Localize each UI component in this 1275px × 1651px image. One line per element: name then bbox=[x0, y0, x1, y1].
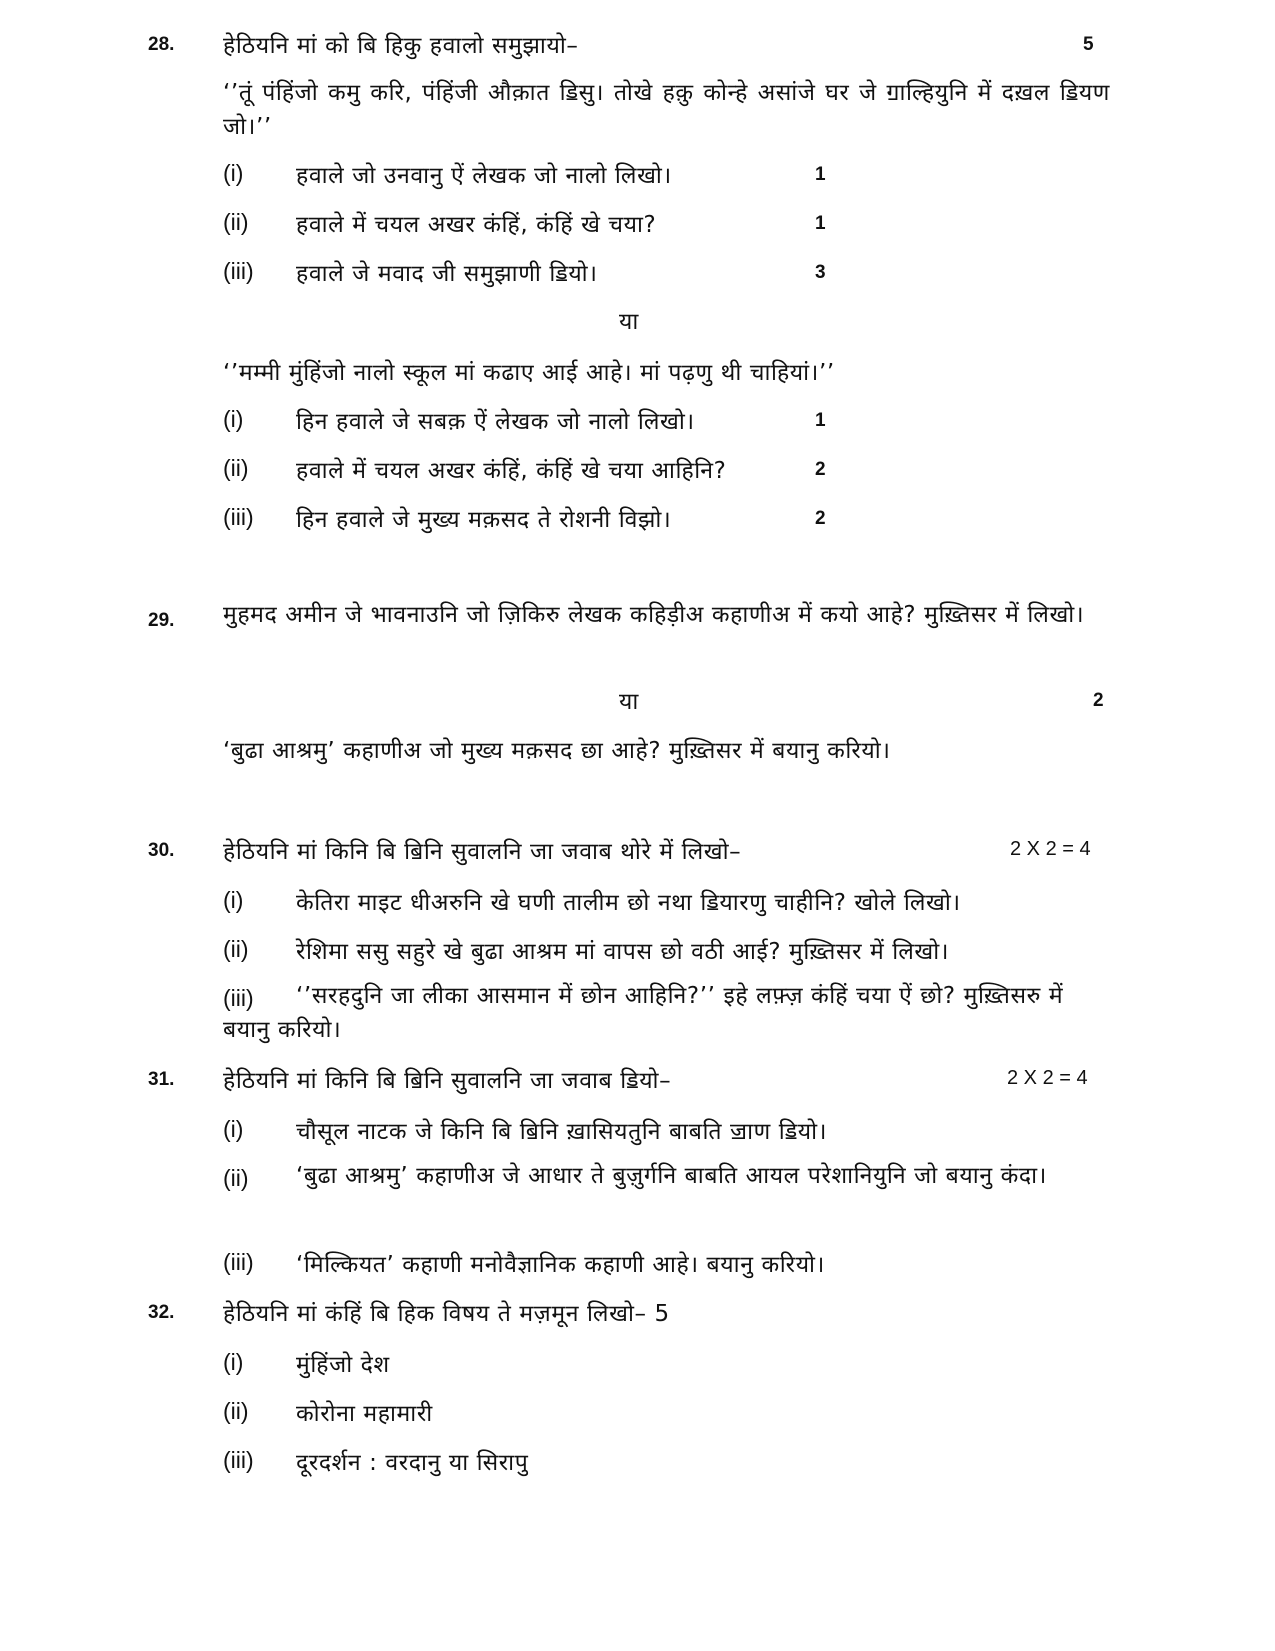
q29-alt: ‘बुढा आश्रमु’ कहाणीअ जो मुख्य मक़सद छा आहे? मुख़्तिसर में बयानु करियो। bbox=[223, 738, 891, 764]
q32-part2-label: (ii) bbox=[223, 1398, 249, 1424]
q31-part2-text: ‘बुढा आश्रमु’ कहाणीअ जे आधार ते बुज़ुर्गनि बाबति आयल परेशानियुनि जो बयानु कंदा। bbox=[296, 1163, 1047, 1189]
q28b-part1-label: (i) bbox=[223, 406, 244, 432]
q31-part1-label: (i) bbox=[223, 1116, 244, 1142]
q28a-part2-label: (ii) bbox=[223, 209, 249, 235]
q31-question: हेठियनि मां किनि बि ॿिनि सुवालनि जा जवाब ॾियो– bbox=[223, 1068, 672, 1094]
q30-part3-label: (iii) bbox=[223, 985, 254, 1011]
q29-marks: 2 bbox=[1093, 690, 1104, 711]
q28-quote-a: ‘’तूं पंहिंजो कमु करि, पंहिंजी औक़ात ॾिसु। तोखे हक़ु कोन्हे असांजे घर जे ॻाल्हियुनि में दख़ल ॾियण जो।’’ bbox=[223, 80, 1110, 140]
q28-number: 28. bbox=[148, 34, 175, 55]
q28b-part3-label: (iii) bbox=[223, 504, 254, 530]
q28a-part3-text: हवाले जे मवाद जी समुझाणी ॾियो। bbox=[296, 261, 598, 287]
q28b-part1-text: हिन हवाले जे सबक़ ऐं लेखक जो नालो लिखो। bbox=[296, 409, 695, 435]
q31-part1-text: चौसूल नाटक जे किनि बि ॿिनि ख़ासियतुनि बाबति ॼाण ॾियो। bbox=[296, 1119, 828, 1145]
q30-marks: 2 X 2 = 4 bbox=[1010, 838, 1091, 860]
q28a-part1-text: हवाले जो उनवानु ऐं लेखक जो नालो लिखो। bbox=[296, 163, 672, 189]
q31-part3-text: ‘मिल्कियत’ कहाणी मनोवैज्ञानिक कहाणी आहे। बयानु करियो। bbox=[296, 1252, 825, 1278]
q29-question: मुहमद अमीन जे भावनाउनि जो ज़िकिरु लेखक कहिड़ीअ कहाणीअ में कयो आहे? मुख़्तिसर में लिखो। bbox=[223, 602, 1085, 628]
q30-number: 30. bbox=[148, 840, 175, 861]
q32-question: हेठियनि मां कंहिं बि हिक विषय ते मज़मून लिखो– 5 bbox=[223, 1301, 670, 1327]
q32-part3-text: दूरदर्शन : वरदानु या सिरापु bbox=[296, 1450, 529, 1476]
q28b-part3-text: हिन हवाले जे मुख्य मक़सद ते रोशनी विझो। bbox=[296, 507, 672, 533]
q28b-part1-marks: 1 bbox=[815, 410, 826, 431]
q30-part1-label: (i) bbox=[223, 887, 244, 913]
q28a-part3-marks: 3 bbox=[815, 262, 826, 283]
q31-marks: 2 X 2 = 4 bbox=[1007, 1067, 1088, 1089]
q28-marks: 5 bbox=[1083, 34, 1094, 55]
q30-question: हेठियनि मां किनि बि ॿिनि सुवालनि जा जवाब थोरे में लिखो– bbox=[223, 839, 742, 865]
q30-part1-text: केतिरा माइट धीअरुनि खे घणी तालीम छो नथा ॾियारणु चाहीनि? खोले लिखो। bbox=[296, 890, 961, 916]
q32-part1-text: मुंहिंजो देश bbox=[296, 1352, 390, 1378]
q30-part2-label: (ii) bbox=[223, 936, 249, 962]
q32-part2-text: कोरोना महामारी bbox=[296, 1401, 433, 1427]
q28b-part2-marks: 2 bbox=[815, 459, 826, 480]
q28a-part2-marks: 1 bbox=[815, 213, 826, 234]
q28-or: या bbox=[619, 309, 639, 335]
q32-number: 32. bbox=[148, 1302, 175, 1323]
q28a-part1-label: (i) bbox=[223, 160, 244, 186]
q32-part1-label: (i) bbox=[223, 1349, 244, 1375]
q28b-part3-marks: 2 bbox=[815, 508, 826, 529]
q28b-part2-text: हवाले में चयल अखर कंहिं, कंहिं खे चया आहिनि? bbox=[296, 458, 727, 484]
q30-part3-text: ‘’सरहदुनि जा लीका आसमान में छोन आहिनि?’’ इहे लफ़्ज़ कंहिं चया ऐं छो? मुख़्तिसरु में बयानु करियो। bbox=[223, 983, 1064, 1043]
q28-question: हेठियनि मां को बि हिकु हवालो समुझायो– bbox=[223, 33, 579, 59]
q28a-part2-text: हवाले में चयल अखर कंहिं, कंहिं खे चया? bbox=[296, 212, 657, 238]
q31-part3-label: (iii) bbox=[223, 1249, 254, 1275]
q29-number: 29. bbox=[148, 610, 175, 631]
q28a-part3-label: (iii) bbox=[223, 258, 254, 284]
q29-or: या bbox=[619, 689, 639, 715]
q32-part3-label: (iii) bbox=[223, 1447, 254, 1473]
q30-part2-text: रेशिमा ससु सहुरे खे बुढा आश्रम मां वापस छो वठी आई? मुख़्तिसर में लिखो। bbox=[296, 939, 950, 965]
q28b-part2-label: (ii) bbox=[223, 455, 249, 481]
q28-quote-b: ‘’मम्मी मुंहिंजो नालो स्कूल मां कढाए आई आहे। मां पढ़णु थी चाहियां।’’ bbox=[223, 360, 835, 386]
q28a-part1-marks: 1 bbox=[815, 164, 826, 185]
q31-number: 31. bbox=[148, 1069, 175, 1090]
q31-part2-label: (ii) bbox=[223, 1165, 249, 1191]
